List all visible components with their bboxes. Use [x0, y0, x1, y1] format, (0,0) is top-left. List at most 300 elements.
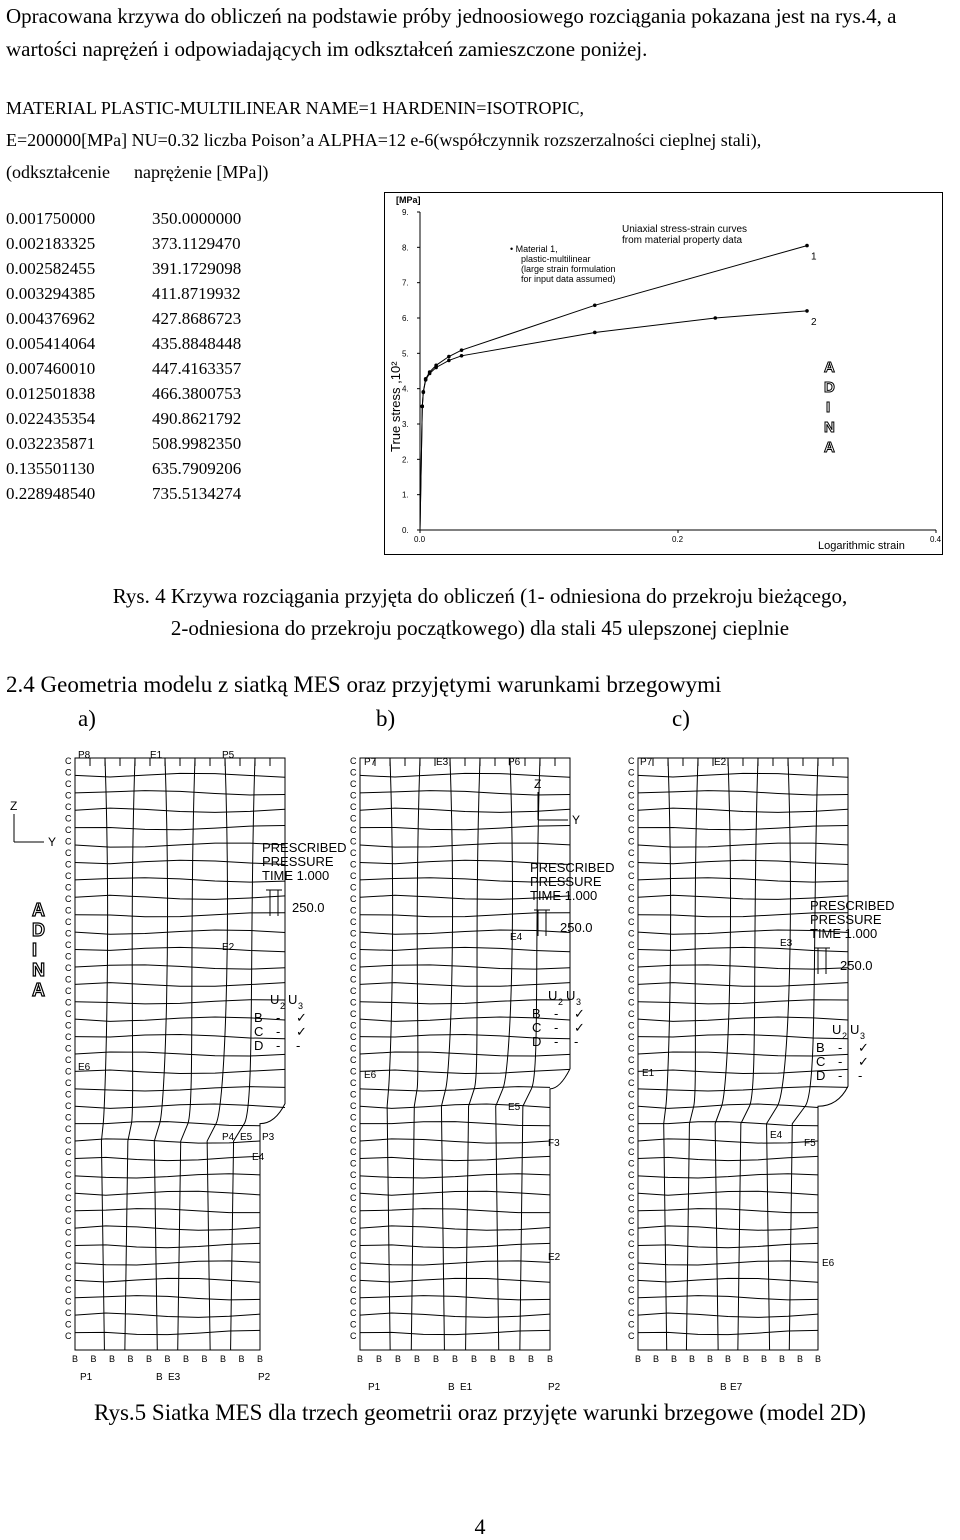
bc-b-marker: B: [395, 1354, 402, 1364]
mesh-row-line: [638, 773, 848, 777]
stress-value: 735.5134274: [152, 484, 242, 503]
bc-c-marker: C: [628, 1089, 635, 1100]
bc-c-marker: C: [65, 813, 72, 824]
bc-header: U: [288, 992, 298, 1007]
strain-value: 0.001750000: [6, 209, 96, 228]
mesh-row-line: [360, 1139, 550, 1143]
bc-b-marker: B: [238, 1354, 245, 1364]
bc-c-marker: C: [65, 1170, 72, 1180]
bc-c-marker: C: [65, 1181, 72, 1192]
bc-c-marker: C: [628, 1170, 635, 1180]
bc-cell: ✓: [858, 1054, 869, 1069]
stress-value: 427.8686723: [152, 309, 242, 328]
bc-c-marker: C: [65, 1273, 72, 1284]
bc-c-marker: C: [350, 1032, 357, 1042]
series-point: [460, 354, 464, 358]
mesh-row-line: [360, 965, 570, 969]
bc-c-marker: C: [350, 848, 357, 858]
stress-value: 350.0000000: [152, 209, 242, 228]
mesh-row-line: [75, 913, 285, 917]
table-row: [6, 456, 241, 481]
bc-c-marker: C: [350, 1296, 357, 1307]
bc-c-marker: C: [350, 790, 357, 801]
bc-header: U: [566, 988, 576, 1003]
bc-c-marker: C: [65, 905, 72, 916]
svg-text:A: A: [824, 359, 835, 376]
mesh-row-line: [638, 1087, 848, 1091]
bc-b-marker: B: [471, 1354, 478, 1364]
bc-c-marker: C: [350, 756, 357, 766]
series-point: [447, 355, 451, 359]
panel-label-c: c): [672, 706, 690, 731]
mesh-row-line: [75, 1191, 260, 1195]
y-tick-label: 9.: [402, 208, 409, 217]
node-label: P1: [368, 1382, 381, 1390]
bc-c-marker: C: [628, 767, 635, 778]
bc-c-marker: C: [65, 986, 72, 996]
bc-c-marker: C: [350, 1089, 357, 1100]
bc-c-marker: C: [350, 1193, 357, 1203]
bc-c-marker: C: [350, 1239, 357, 1249]
mesh-row-line: [75, 1069, 285, 1073]
bc-c-marker: C: [628, 1331, 635, 1341]
bc-c-marker: C: [350, 779, 357, 789]
node-label: E6: [822, 1258, 835, 1269]
bc-c-marker: C: [65, 1319, 72, 1330]
mesh-col-line: [154, 758, 167, 1350]
mesh-row-line: [638, 1122, 818, 1126]
y-tick-label: 6.: [402, 314, 409, 323]
pressure-value: 250.0: [560, 920, 593, 935]
node-label: F5: [804, 1138, 816, 1149]
pressure-label: PRESSURE: [530, 874, 602, 889]
mesh-row-line: [75, 1156, 260, 1160]
mesh-row-line: [360, 1069, 570, 1073]
bc-cell: -: [838, 1054, 843, 1069]
bc-c-marker: C: [350, 825, 357, 835]
bc-c-marker: C: [628, 871, 635, 881]
bc-cell: -: [838, 1040, 843, 1055]
bc-c-marker: C: [350, 928, 357, 939]
caption-4-line-2: 2-odniesiona do przekroju początkowego) dla stali 45 ulepszonej cieplnie: [170, 616, 790, 640]
bc-cell: ✓: [296, 1024, 307, 1039]
bc-c-marker: C: [628, 1262, 635, 1272]
bc-c-marker: C: [628, 1020, 635, 1031]
node-label: E6: [78, 1062, 91, 1073]
bc-c-marker: C: [628, 1273, 635, 1284]
strain-value: 0.032235871: [6, 434, 96, 453]
bc-c-marker: C: [65, 1216, 72, 1226]
bc-sub: 3: [298, 1001, 304, 1011]
node-label: E3: [168, 1372, 181, 1383]
mesh-row-line: [75, 895, 285, 899]
bc-b-marker: B: [376, 1354, 383, 1364]
bc-c-marker: C: [628, 1147, 635, 1157]
bc-b-marker: B: [761, 1354, 768, 1364]
bc-cell: -: [276, 1010, 281, 1025]
bc-sub: 2: [558, 997, 564, 1007]
chart-frame: [385, 193, 943, 555]
bc-c-marker: C: [350, 1227, 357, 1238]
table-row: [6, 281, 241, 306]
bc-c-marker: C: [628, 905, 635, 916]
bc-cell: -: [296, 1038, 301, 1053]
strain-value: 0.012501838: [6, 384, 96, 403]
legend-line-1: • Material 1,: [510, 244, 558, 254]
bc-c-marker: C: [65, 1227, 72, 1238]
bc-header: U: [832, 1022, 842, 1037]
pressure-label: PRESCRIBED: [262, 840, 347, 855]
bc-cell: -: [554, 1020, 559, 1035]
mesh-row-line: [638, 1104, 818, 1108]
bc-b-marker: B: [201, 1354, 208, 1364]
pressure-label: PRESCRIBED: [530, 860, 615, 875]
bc-c-marker: C: [628, 1101, 635, 1111]
node-label: E2: [714, 757, 727, 768]
bc-b-marker: B: [779, 1354, 786, 1364]
node-label: B: [720, 1382, 727, 1390]
mesh-row-line: [638, 878, 848, 882]
series-point: [713, 316, 717, 320]
bc-b-marker: B: [635, 1354, 642, 1364]
bc-c-marker: C: [65, 767, 72, 778]
bc-b-marker: B: [433, 1354, 440, 1364]
mesh-row-line: [638, 860, 848, 864]
bc-c-marker: C: [350, 951, 357, 962]
bc-c-marker: C: [628, 1078, 635, 1088]
bc-c-marker: C: [65, 756, 72, 766]
strain-value: 0.007460010: [6, 359, 96, 378]
bc-c-marker: C: [350, 1147, 357, 1157]
bc-c-marker: C: [350, 986, 357, 996]
bc-b-marker: B: [414, 1354, 421, 1364]
bc-c-marker: C: [628, 1032, 635, 1042]
bc-b-marker: B: [220, 1354, 227, 1364]
bc-cell: -: [858, 1068, 863, 1083]
bc-c-marker: C: [628, 1181, 635, 1192]
series-point: [420, 405, 424, 409]
bc-c-marker: C: [628, 928, 635, 939]
y-axis-label: Y: [48, 835, 57, 849]
legend-line-2: plastic-multilinear: [521, 254, 591, 264]
bc-row-label: C: [532, 1020, 542, 1035]
node-label: E1: [150, 750, 163, 761]
node-label: E4: [770, 1130, 783, 1141]
bc-sub: 2: [280, 1001, 286, 1011]
series-point: [593, 303, 597, 307]
bc-c-marker: C: [65, 802, 72, 812]
bc-c-marker: C: [65, 1043, 72, 1054]
mesh-row-line: [360, 843, 570, 847]
bc-c-marker: C: [628, 951, 635, 962]
bc-c-marker: C: [350, 802, 357, 812]
node-label: P2: [548, 1382, 561, 1390]
bc-c-marker: C: [350, 1135, 357, 1146]
node-label: E3: [436, 757, 449, 768]
bc-c-marker: C: [628, 1124, 635, 1134]
node-label: E2: [222, 942, 235, 953]
node-label: E7: [730, 1382, 743, 1390]
bc-c-marker: C: [65, 963, 72, 973]
stress-value: 635.7909206: [152, 459, 242, 478]
y-tick-label: 4.: [402, 384, 409, 394]
bc-c-marker: C: [628, 1043, 635, 1054]
mesh-row-line: [638, 1330, 818, 1334]
bc-c-marker: C: [65, 1101, 72, 1111]
bc-b-marker: B: [547, 1354, 554, 1364]
mesh-row-line: [360, 983, 570, 987]
strain-value: 0.003294385: [6, 284, 96, 303]
bc-c-marker: C: [628, 1112, 635, 1123]
node-label: F3: [548, 1138, 560, 1149]
bc-b-marker: B: [528, 1354, 535, 1364]
bc-c-marker: C: [65, 940, 72, 950]
bc-cell: -: [838, 1068, 843, 1083]
bc-c-marker: C: [350, 1020, 357, 1031]
bc-c-marker: C: [350, 1009, 357, 1019]
figure-4-caption: [0, 580, 960, 644]
strain-value: 0.135501130: [6, 459, 95, 478]
intro-paragraph: Opracowana krzywa do obliczeń na podstawie próby jednoosiowego rozciągania pokazana jest na rys.4, a wartości naprężeń i odpowiadających im odkształceń zamieszczone poniżej.: [6, 4, 897, 61]
strain-value: 0.022435354: [6, 409, 96, 428]
bc-c-marker: C: [65, 1055, 72, 1065]
mesh-row-line: [75, 843, 285, 847]
bc-c-marker: C: [628, 1066, 635, 1077]
bc-c-marker: C: [628, 1135, 635, 1146]
bc-c-marker: C: [628, 790, 635, 801]
bc-c-marker: C: [350, 1262, 357, 1272]
y-axis-label: Y: [572, 813, 581, 827]
bc-b-marker: B: [653, 1354, 660, 1364]
bc-c-marker: C: [350, 859, 357, 870]
bc-c-marker: C: [628, 1009, 635, 1019]
material-line-1: MATERIAL PLASTIC-MULTILINEAR NAME=1 HARDENIN=ISOTROPIC,: [6, 98, 584, 118]
node-label: P7: [640, 757, 653, 768]
mesh-row-line: [638, 983, 848, 987]
mesh-row-line: [638, 1278, 818, 1282]
mesh-row-line: [638, 1313, 818, 1317]
bc-c-marker: C: [628, 882, 635, 893]
adina-letter: A: [32, 900, 45, 920]
bc-b-marker: B: [357, 1354, 364, 1364]
node-label: E4: [252, 1152, 265, 1163]
mesh-row-line: [638, 965, 848, 969]
mesh-row-line: [638, 1139, 818, 1143]
panel-label-a: a): [78, 706, 96, 731]
table-row: [6, 481, 241, 506]
svg-text:I: I: [826, 399, 831, 416]
material-columns: [6, 156, 956, 188]
strain-value: 0.005414064: [6, 334, 96, 353]
bc-c-marker: C: [65, 1009, 72, 1019]
mesh-row-line: [75, 1330, 260, 1334]
bc-row-label: B: [254, 1010, 263, 1025]
bc-row-label: B: [816, 1040, 825, 1055]
bc-c-marker: C: [350, 963, 357, 973]
stress-value: 391.1729098: [152, 259, 242, 278]
strain-value: 0.002582455: [6, 259, 96, 278]
bc-b-marker: B: [671, 1354, 678, 1364]
node-label: E5: [240, 1132, 253, 1143]
mesh-row-line: [638, 1261, 818, 1265]
mesh-b: [350, 756, 570, 1364]
node-label: P2: [258, 1372, 271, 1383]
bc-c-marker: C: [65, 928, 72, 939]
bc-header: U: [850, 1022, 860, 1037]
bc-c-marker: C: [628, 1216, 635, 1226]
series-point: [428, 372, 432, 376]
bc-c-marker: C: [350, 1204, 357, 1215]
bc-c-marker: C: [628, 894, 635, 904]
bc-c-marker: C: [350, 1158, 357, 1169]
bc-c-marker: C: [65, 1296, 72, 1307]
svg-text:N: N: [824, 419, 835, 436]
mesh-row-line: [75, 860, 285, 864]
stress-value: 508.9982350: [152, 434, 242, 453]
bc-c-marker: C: [65, 1124, 72, 1134]
bc-c-marker: C: [65, 790, 72, 801]
bc-c-marker: C: [350, 1043, 357, 1054]
bc-c-marker: C: [65, 1331, 72, 1341]
pressure-time: TIME 1.000: [530, 888, 598, 903]
col-stress-label: naprężenie [MPa]): [133, 162, 269, 182]
series-point: [422, 390, 426, 394]
pressure-icon: [266, 890, 282, 916]
bc-c-marker: C: [65, 894, 72, 904]
bc-b-marker: B: [127, 1354, 134, 1364]
mesh-row-line: [360, 947, 570, 951]
bc-cell: -: [554, 1006, 559, 1021]
bc-c-marker: C: [628, 940, 635, 950]
adina-letter: I: [32, 940, 38, 960]
stress-strain-table: [6, 206, 241, 506]
mesh-col-line: [441, 758, 452, 1350]
mesh-row-line: [75, 965, 285, 969]
bc-c-marker: C: [350, 917, 357, 927]
table-row: [6, 306, 241, 331]
mesh-row-line: [638, 1296, 818, 1300]
mesh-row-line: [75, 1278, 260, 1282]
bc-cell: ✓: [858, 1040, 869, 1055]
chart-unit-label: [MPa]: [396, 195, 421, 205]
bc-c-marker: C: [65, 871, 72, 881]
mesh-row-line: [75, 930, 285, 934]
bc-c-marker: C: [65, 882, 72, 893]
y-tick-label: 1.: [402, 490, 409, 500]
bc-c-marker: C: [350, 1273, 357, 1284]
bc-c-marker: C: [65, 825, 72, 835]
bc-cell: ✓: [296, 1010, 307, 1025]
series-label: 2: [811, 316, 817, 328]
strain-value: 0.228948540: [6, 484, 96, 503]
bc-c-marker: C: [628, 974, 635, 985]
bc-c-marker: C: [628, 997, 635, 1008]
bc-c-marker: C: [628, 836, 635, 847]
bc-header: U: [548, 988, 558, 1003]
bc-cell: ✓: [574, 1006, 585, 1021]
bc-c-marker: C: [628, 1204, 635, 1215]
stress-value: 411.8719932: [152, 284, 241, 303]
bc-cell: -: [574, 1034, 579, 1049]
mesh-row-line: [360, 1296, 550, 1300]
series-point: [434, 366, 438, 370]
bc-header: U: [270, 992, 280, 1007]
bc-sub: 3: [860, 1031, 866, 1041]
node-label: E5: [508, 1102, 521, 1113]
bc-c-marker: C: [350, 1112, 357, 1123]
bc-b-marker: B: [743, 1354, 750, 1364]
bc-b-marker: B: [815, 1354, 822, 1364]
figure-5-caption: Rys.5 Siatka MES dla trzech geometrii oraz przyjęte warunki brzegowe (model 2D): [94, 1400, 866, 1425]
pressure-value: 250.0: [292, 900, 325, 915]
bc-c-marker: C: [65, 779, 72, 789]
bc-c-marker: C: [628, 848, 635, 858]
z-axis-label: Z: [10, 799, 18, 813]
bc-sub: 2: [842, 1031, 848, 1041]
stress-value: 490.8621792: [152, 409, 242, 428]
bc-c-marker: C: [65, 1193, 72, 1203]
bc-b-marker: B: [689, 1354, 696, 1364]
bc-c-marker: C: [350, 813, 357, 824]
bc-c-marker: C: [65, 951, 72, 962]
bc-b-marker: B: [725, 1354, 732, 1364]
node-label: E1: [642, 1068, 655, 1079]
node-label: E1: [460, 1382, 473, 1390]
table-row: [6, 331, 241, 356]
series-point: [805, 244, 809, 248]
bc-c-marker: C: [628, 1319, 635, 1330]
bc-c-marker: C: [65, 974, 72, 985]
section-heading: 2.4 Geometria modelu z siatką MES oraz przyjętymi warunkami brzegowymi: [6, 672, 722, 697]
y-axis-label: True stress ,10²: [388, 361, 403, 452]
bc-c-marker: C: [628, 1285, 635, 1295]
bc-c-marker: C: [628, 917, 635, 927]
bc-c-marker: C: [350, 882, 357, 893]
bc-c-marker: C: [65, 1285, 72, 1295]
mesh-row-line: [360, 1313, 550, 1317]
bc-c-marker: C: [65, 917, 72, 927]
node-label: B: [448, 1382, 455, 1390]
bc-c-marker: C: [628, 813, 635, 824]
bc-c-marker: C: [65, 1250, 72, 1261]
stress-value: 373.1129470: [152, 234, 241, 253]
bc-c-marker: C: [350, 1308, 357, 1318]
x-tick-label: 0.0: [414, 535, 426, 544]
table-row: [6, 206, 241, 231]
bc-c-marker: C: [350, 905, 357, 916]
bc-b-marker: B: [164, 1354, 171, 1364]
bc-c-marker: C: [65, 859, 72, 870]
mesh-row-line: [360, 1156, 550, 1160]
pressure-time: TIME 1.000: [262, 868, 330, 883]
chart-title: Uniaxial stress-strain curves from material property data: [622, 224, 748, 246]
bc-b-marker: B: [109, 1354, 116, 1364]
mesh-row-line: [75, 983, 285, 987]
bc-c-marker: C: [350, 1216, 357, 1226]
bc-c-marker: C: [350, 1170, 357, 1180]
y-tick-label: 2.: [402, 455, 409, 465]
table-row: [6, 431, 241, 456]
legend-line-3: (large strain formulation: [521, 264, 616, 274]
x-axis-label: Logarithmic strain: [818, 540, 905, 552]
bc-c-marker: C: [350, 1066, 357, 1077]
bc-c-marker: C: [628, 825, 635, 835]
mesh-col-line: [715, 758, 730, 1350]
strain-value: 0.002183325: [6, 234, 96, 253]
bc-c-marker: C: [628, 963, 635, 973]
pressure-label: PRESSURE: [262, 854, 334, 869]
bc-c-marker: C: [350, 1055, 357, 1065]
